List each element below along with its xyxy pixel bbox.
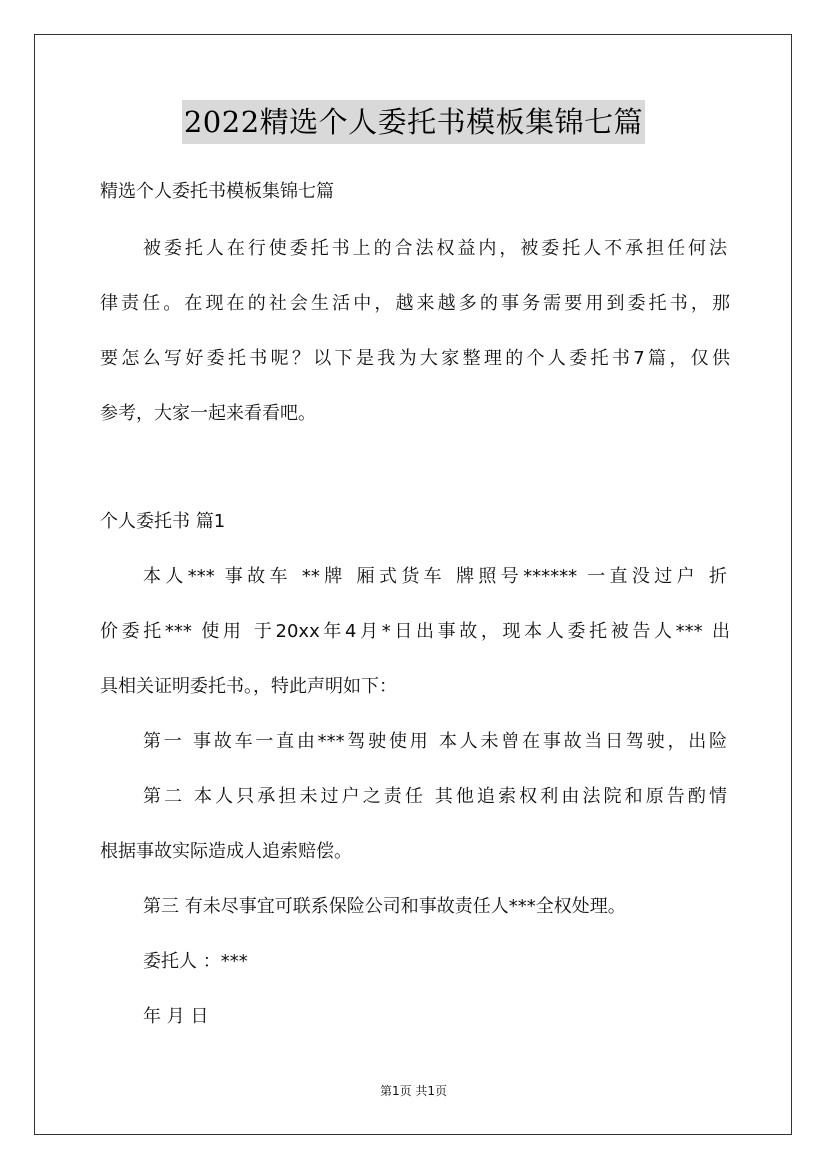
intro-line-4: 参考，大家一起来看看吧。: [100, 403, 316, 424]
body-line-2: 价委托*** 使用 于20xx年4月*日出事故，现本人委托被告人*** 出: [100, 621, 730, 642]
intro-line-2: 律责任。在现在的社会生活中，越来越多的事务需要用到委托书，那: [100, 293, 730, 314]
item-line-1: 第一 事故车一直由***驾驶使用 本人未曾在事故当日驾驶，出险: [143, 731, 727, 752]
section-heading: 个人委托书 篇1: [100, 511, 226, 532]
intro-line-1: 被委托人在行使委托书上的合法权益内，被委托人不承担任何法: [143, 238, 727, 259]
page-footer: 第1页 共1页: [379, 1084, 448, 1098]
item-line-2: 第二 本人只承担未过户之责任 其他追索权利由法院和原告酌情: [143, 786, 727, 807]
item-line-3: 根据事故实际造成人追索赔偿。: [100, 841, 352, 862]
document-title-text: 2022精选个人委托书模板集锦七篇: [182, 100, 645, 144]
intro-line-3: 要怎么写好委托书呢？以下是我为大家整理的个人委托书7篇，仅供: [100, 348, 730, 369]
body-line-3: 具相关证明委托书。，特此声明如下：: [100, 676, 397, 697]
item-line-4: 第三 有未尽事宜可联系保险公司和事故责任人***全权处理。: [143, 896, 626, 917]
document-title: [0, 100, 827, 144]
signature-line: 委托人 ：***: [143, 951, 248, 972]
date-line: 年 月 日: [143, 1006, 209, 1027]
body-line-1: 本人*** 事故车 **牌 厢式货车 牌照号****** 一直没过户 折: [143, 566, 727, 587]
document-subtitle: 精选个人委托书模板集锦七篇: [100, 181, 334, 202]
